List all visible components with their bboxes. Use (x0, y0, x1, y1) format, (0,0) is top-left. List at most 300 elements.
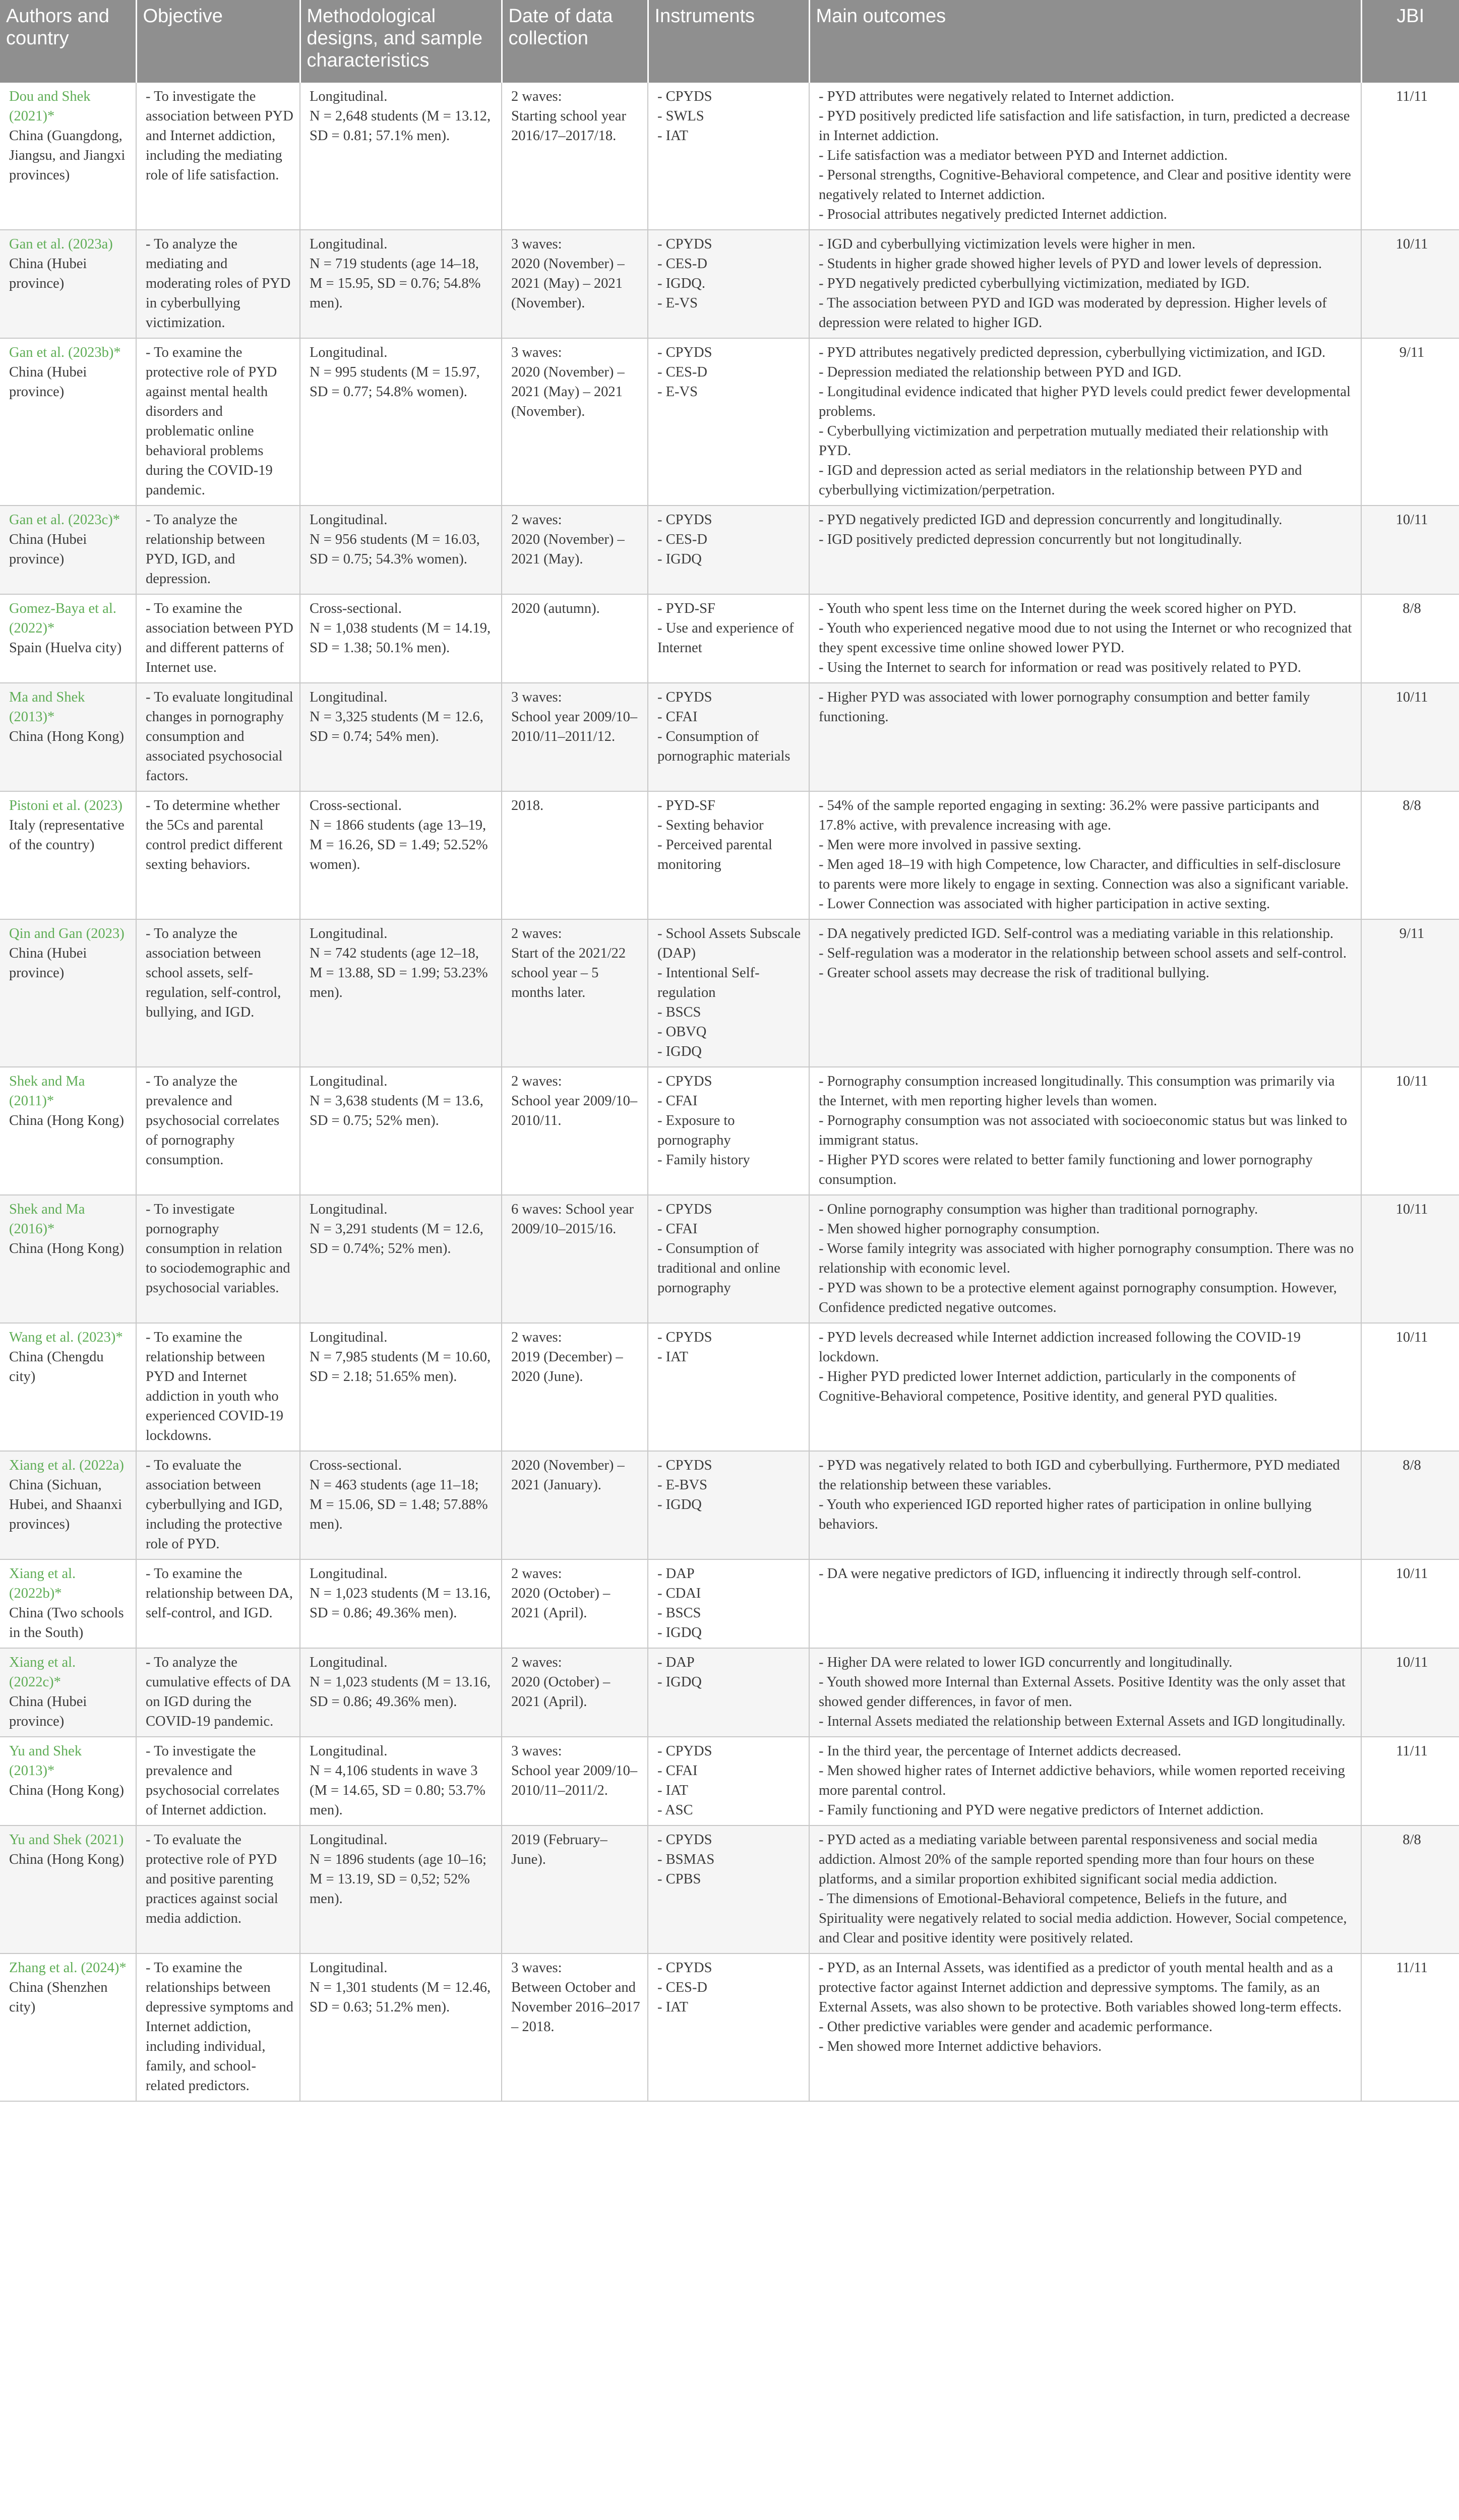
cell-date (502, 1195, 648, 1323)
instrument-item: - CPYDS (657, 1202, 712, 1217)
cell-jbi: 10/11 (1361, 506, 1459, 594)
cell-instruments (648, 1648, 809, 1737)
cell-date (502, 1451, 648, 1559)
design-line: Longitudinal. (310, 1960, 388, 1976)
date-line: 6 waves: School year 2009/10–2015/16. (511, 1202, 634, 1237)
cell-design (300, 83, 502, 230)
instrument-item: - Consumption of pornographic materials (657, 729, 791, 764)
date-line: 2020 (October) – 2021 (April). (511, 1674, 611, 1710)
design-line: Longitudinal. (310, 89, 388, 104)
cell-instruments (648, 1825, 809, 1954)
country-text: China (Hong Kong) (9, 1852, 124, 1867)
date-line: 2019 (December) – 2020 (June). (511, 1349, 623, 1384)
cell-jbi: 11/11 (1361, 1954, 1459, 2101)
cell-instruments (648, 1067, 809, 1195)
instrument-item: - OBVQ (657, 1024, 707, 1040)
cell-objective: - To examine the relationship between DA, self-control, and IGD. (136, 1559, 300, 1648)
table-row (0, 1451, 1459, 1559)
instrument-item: - Family history (657, 1152, 750, 1168)
cell-instruments (648, 1559, 809, 1648)
cell-instruments (648, 594, 809, 683)
instrument-item: - IAT (657, 1349, 688, 1365)
instrument-item: - IGDQ (657, 1625, 702, 1641)
date-line: 2 waves: (511, 1074, 562, 1089)
instrument-item: - CPYDS (657, 689, 712, 705)
design-line: Longitudinal. (310, 1074, 388, 1089)
cell-authors (0, 594, 136, 683)
instrument-item: - Exposure to pornography (657, 1113, 735, 1148)
citation-link[interactable]: Gomez-Baya et al. (2022)* (9, 601, 116, 636)
cell-design (300, 338, 502, 506)
design-line: Longitudinal. (310, 1743, 388, 1759)
table-row (0, 230, 1459, 338)
table-row (0, 338, 1459, 506)
design-line: N = 719 students (age 14–18, M = 15.95, SD = 0.76; 54.8% men). (310, 256, 481, 311)
outcome-item: - Men showed more Internet addictive behaviors. (819, 2039, 1102, 2054)
citation-link[interactable]: Qin and Gan (2023) (9, 926, 125, 941)
outcome-item: - The association between PYD and IGD was moderated by depression. Higher levels of depression were related to higher IGD. (819, 295, 1327, 331)
cell-instruments (648, 791, 809, 919)
cell-objective: - To examine the relationships between depressive symptoms and Internet addiction, including individual, family, and school-related predictors. (136, 1954, 300, 2101)
cell-date (502, 919, 648, 1067)
citation-link[interactable]: Pistoni et al. (2023) (9, 798, 123, 813)
outcome-item: - Higher PYD was associated with lower pornography consumption and better family functioning. (819, 689, 1310, 725)
table-row (0, 506, 1459, 594)
cell-date (502, 594, 648, 683)
cell-authors (0, 683, 136, 791)
instrument-item: - IGDQ. (657, 276, 705, 291)
cell-objective: - To analyze the relationship between PYD, IGD, and depression. (136, 506, 300, 594)
cell-jbi: 10/11 (1361, 1648, 1459, 1737)
instrument-item: - CES-D (657, 256, 707, 272)
cell-jbi: 8/8 (1361, 1825, 1459, 1954)
country-text: China (Hong Kong) (9, 1113, 124, 1128)
outcome-item: - IGD positively predicted depression concurrently but not longitudinally. (819, 532, 1242, 547)
outcome-item: - Higher PYD predicted lower Internet addiction, particularly in the components of Cognitive-Behavioral competence, Positive identity, and general PYD qualities. (819, 1369, 1296, 1404)
outcome-item: - Youth who spent less time on the Internet during the week scored higher on PYD. (819, 601, 1297, 616)
cell-design (300, 1737, 502, 1825)
citation-link[interactable]: Gan et al. (2023a) (9, 236, 113, 252)
country-text: Spain (Huelva city) (9, 640, 122, 656)
country-text: China (Hubei province) (9, 1694, 87, 1729)
cell-date (502, 1954, 648, 2101)
date-line: 2 waves: (511, 1566, 562, 1582)
outcome-item: - Youth who experienced negative mood due to not using the Internet or who recognized that they spent excessive time online showed lower PYD. (819, 620, 1352, 656)
design-line: N = 1866 students (age 13–19, M = 16.26, SD = 1.49; 52.52% women). (310, 817, 488, 872)
date-line: 2020 (November) – 2021 (May) – 2021 (November). (511, 256, 625, 311)
cell-objective: - To investigate the association between PYD and Internet addiction, including the mediating role of life satisfaction. (136, 83, 300, 230)
design-line: N = 1,301 students (M = 12.46, SD = 0.63; 51.2% men). (310, 1980, 491, 2015)
table-body (0, 83, 1459, 2101)
cell-instruments (648, 338, 809, 506)
design-line: Longitudinal. (310, 1832, 388, 1848)
cell-outcomes (809, 1559, 1361, 1648)
design-line: Longitudinal. (310, 345, 388, 360)
date-line: 2020 (autumn). (511, 601, 600, 616)
design-line: N = 7,985 students (M = 10.60, SD = 2.18; 51.65% men). (310, 1349, 491, 1384)
instrument-item: - PYD-SF (657, 601, 715, 616)
cell-outcomes (809, 594, 1361, 683)
cell-outcomes (809, 338, 1361, 506)
cell-date (502, 83, 648, 230)
outcome-item: - PYD negatively predicted IGD and depression concurrently and longitudinally. (819, 512, 1283, 528)
country-text: China (Hubei province) (9, 946, 87, 981)
outcome-item: - Life satisfaction was a mediator between PYD and Internet addiction. (819, 148, 1228, 163)
instrument-item: - BSMAS (657, 1852, 715, 1867)
outcome-item: - In the third year, the percentage of Internet addicts decreased. (819, 1743, 1181, 1759)
date-line: School year 2009/10–2010/11–2011/12. (511, 709, 638, 744)
header-instruments: Instruments (648, 0, 809, 83)
cell-jbi: 10/11 (1361, 1323, 1459, 1451)
cell-instruments (648, 506, 809, 594)
cell-jbi: 9/11 (1361, 919, 1459, 1067)
instrument-item: - IAT (657, 1783, 688, 1798)
country-text: China (Shenzhen city) (9, 1980, 108, 2015)
country-text: China (Sichuan, Hubei, and Shaanxi provinces) (9, 1477, 122, 1532)
cell-objective: - To examine the association between PYD and different patterns of Internet use. (136, 594, 300, 683)
cell-date (502, 230, 648, 338)
cell-outcomes (809, 683, 1361, 791)
cell-date (502, 791, 648, 919)
country-text: China (Hubei province) (9, 364, 87, 400)
table-row (0, 1323, 1459, 1451)
instrument-item: - PYD-SF (657, 798, 715, 813)
date-line: 3 waves: (511, 236, 562, 252)
outcome-item: - Men aged 18–19 with high Competence, low Character, and difficulties in self-disclosure to parents were more likely to engage in sexting. Connection was also a significant variable. (819, 857, 1349, 892)
outcome-item: - Internal Assets mediated the relationship between External Assets and IGD longitudinally. (819, 1714, 1346, 1729)
outcome-item: - IGD and depression acted as serial mediators in the relationship between PYD and cyberbullying victimization/perpetration. (819, 463, 1302, 498)
header-design: Methodological designs, and sample characteristics (300, 0, 502, 83)
design-line: N = 3,291 students (M = 12.6, SD = 0.74%; 52% men). (310, 1221, 483, 1256)
instrument-item: - CFAI (657, 1763, 698, 1779)
instrument-item: - IGDQ (657, 551, 702, 567)
cell-authors (0, 1825, 136, 1954)
cell-jbi: 10/11 (1361, 683, 1459, 791)
instrument-item: - CES-D (657, 364, 707, 380)
instrument-item: - CPYDS (657, 1743, 712, 1759)
outcome-item: - Youth who experienced IGD reported higher rates of participation in online bullying behaviors. (819, 1497, 1312, 1532)
instrument-item: - BSCS (657, 1605, 701, 1621)
cell-authors (0, 230, 136, 338)
cell-objective: - To examine the protective role of PYD against mental health disorders and problematic online behavioral problems during the COVID-19 pandemic. (136, 338, 300, 506)
cell-jbi: 10/11 (1361, 1067, 1459, 1195)
date-line: 2020 (October) – 2021 (April). (511, 1586, 611, 1621)
cell-authors (0, 1954, 136, 2101)
cell-authors (0, 1067, 136, 1195)
cell-objective: - To evaluate the protective role of PYD and positive parenting practices against social media addiction. (136, 1825, 300, 1954)
cell-instruments (648, 1195, 809, 1323)
instrument-item: - BSCS (657, 1004, 701, 1020)
cell-outcomes (809, 1451, 1361, 1559)
design-line: Longitudinal. (310, 1655, 388, 1670)
outcome-item: - Greater school assets may decrease the risk of traditional bullying. (819, 965, 1209, 981)
outcome-item: - Youth showed more Internal than External Assets. Positive Identity was the only asset that showed gender differences, in favor of men. (819, 1674, 1346, 1710)
citation-link[interactable]: Yu and Shek (2021) (9, 1832, 124, 1848)
design-line: Longitudinal. (310, 1330, 388, 1345)
cell-date (502, 683, 648, 791)
design-line: N = 1,038 students (M = 14.19, SD = 1.38; 50.1% men). (310, 620, 491, 656)
cell-instruments (648, 1323, 809, 1451)
design-line: N = 1,023 students (M = 13.16, SD = 0.86; 49.36% men). (310, 1586, 491, 1621)
cell-outcomes (809, 1323, 1361, 1451)
design-line: Longitudinal. (310, 1566, 388, 1582)
cell-design (300, 1559, 502, 1648)
outcome-item: - Cyberbullying victimization and perpetration mutually mediated their relationship with PYD. (819, 423, 1328, 459)
country-text: China (Hong Kong) (9, 729, 124, 744)
country-text: China (Hong Kong) (9, 1783, 124, 1798)
outcome-item: - Higher PYD scores were related to better family functioning and lower pornography consumption. (819, 1152, 1313, 1187)
cell-authors (0, 83, 136, 230)
table-row (0, 1737, 1459, 1825)
instrument-item: - CPYDS (657, 512, 712, 528)
cell-outcomes (809, 506, 1361, 594)
instrument-item: - IAT (657, 128, 688, 144)
cell-objective: - To analyze the association between school assets, self-regulation, self-control, bullying, and IGD. (136, 919, 300, 1067)
table-row (0, 1648, 1459, 1737)
instrument-item: - Intentional Self-regulation (657, 965, 760, 1000)
table-row (0, 1559, 1459, 1648)
citation-link[interactable]: Ma and Shek (2013)* (9, 689, 85, 725)
date-line: 2020 (November) – 2021 (May) – 2021 (November). (511, 364, 625, 419)
outcome-item: - PYD was shown to be a protective element against pornography consumption. However, Confidence predicted negative outcomes. (819, 1280, 1337, 1315)
design-line: Longitudinal. (310, 689, 388, 705)
instrument-item: - CFAI (657, 1221, 698, 1237)
outcome-item: - 54% of the sample reported engaging in sexting: 36.2% were passive participants and 17.8% active, with prevalence increasing with age. (819, 798, 1319, 833)
outcome-item: - DA were negative predictors of IGD, influencing it indirectly through self-control. (819, 1566, 1301, 1582)
cell-jbi: 11/11 (1361, 1737, 1459, 1825)
cell-authors (0, 1737, 136, 1825)
cell-jbi: 10/11 (1361, 1559, 1459, 1648)
outcome-item: - PYD positively predicted life satisfaction and life satisfaction, in turn, predicted a decrease in Internet addiction. (819, 108, 1350, 144)
instrument-item: - CPYDS (657, 89, 712, 104)
table-row (0, 1825, 1459, 1954)
instrument-item: - CDAI (657, 1586, 701, 1601)
table-row (0, 683, 1459, 791)
outcome-item: - Family functioning and PYD were negative predictors of Internet addiction. (819, 1802, 1264, 1818)
instrument-item: - E-BVS (657, 1477, 707, 1493)
outcome-item: - PYD attributes were negatively related to Internet addiction. (819, 89, 1175, 104)
citation-link[interactable]: Zhang et al. (2024)* (9, 1960, 127, 1976)
instrument-item: - CPYDS (657, 1832, 712, 1848)
outcome-item: - Self-regulation was a moderator in the relationship between school assets and self-control. (819, 946, 1347, 961)
design-line: Cross-sectional. (310, 601, 402, 616)
instrument-item: - Use and experience of Internet (657, 620, 794, 656)
instrument-item: - IGDQ (657, 1674, 702, 1690)
citation-link[interactable]: Xiang et al. (2022b)* (9, 1566, 76, 1601)
cell-design (300, 1323, 502, 1451)
outcome-item: - Online pornography consumption was higher than traditional pornography. (819, 1202, 1258, 1217)
design-line: N = 1,023 students (M = 13.16, SD = 0.86; 49.36% men). (310, 1674, 491, 1710)
cell-design (300, 919, 502, 1067)
instrument-item: - IAT (657, 1999, 688, 2015)
cell-instruments (648, 683, 809, 791)
design-line: Longitudinal. (310, 236, 388, 252)
instrument-item: - CPYDS (657, 1074, 712, 1089)
cell-authors (0, 1323, 136, 1451)
cell-date (502, 1559, 648, 1648)
cell-design (300, 1451, 502, 1559)
header-date: Date of data collection (502, 0, 648, 83)
citation-link[interactable]: Wang et al. (2023)* (9, 1330, 123, 1345)
citation-link[interactable]: Gan et al. (2023b)* (9, 345, 121, 360)
instrument-item: - CES-D (657, 1980, 707, 1995)
instrument-item: - IGDQ (657, 1044, 702, 1059)
cell-jbi: 8/8 (1361, 1451, 1459, 1559)
outcome-item: - PYD, as an Internal Assets, was identified as a predictor of youth mental health and as a protective factor against Internet addiction and depressive symptoms. The family, as an External Assets, was also shown to be protective. Both variables showed long-term effects. (819, 1960, 1342, 2015)
design-line: N = 1896 students (age 10–16; M = 13.19, SD = 0,52; 52% men). (310, 1852, 487, 1907)
cell-objective: - To analyze the prevalence and psychosocial correlates of pornography consumption. (136, 1067, 300, 1195)
outcome-item: - PYD levels decreased while Internet addiction increased following the COVID-19 lockdown. (819, 1330, 1301, 1365)
cell-outcomes (809, 1825, 1361, 1954)
table-row (0, 1954, 1459, 2101)
outcome-item: - Using the Internet to search for information or read was positively related to PYD. (819, 660, 1301, 675)
country-text: China (Chengdu city) (9, 1349, 104, 1384)
table-row (0, 83, 1459, 230)
outcome-item: - Students in higher grade showed higher levels of PYD and lower levels of depression. (819, 256, 1322, 272)
instrument-item: - CPYDS (657, 345, 712, 360)
outcome-item: - PYD was negatively related to both IGD and cyberbullying. Furthermore, PYD mediated the relationship between these variables. (819, 1458, 1340, 1493)
outcome-item: - Pornography consumption increased longitudinally. This consumption was primarily via the Internet, with men reporting higher levels than women. (819, 1074, 1335, 1109)
cell-outcomes (809, 230, 1361, 338)
table-row (0, 594, 1459, 683)
country-text: China (Hubei province) (9, 256, 87, 291)
cell-authors (0, 1195, 136, 1323)
outcome-item: - Prosocial attributes negatively predicted Internet addiction. (819, 207, 1167, 222)
cell-authors (0, 1451, 136, 1559)
header-outcomes: Main outcomes (809, 0, 1361, 83)
cell-authors (0, 1648, 136, 1737)
design-line: Cross-sectional. (310, 1458, 402, 1473)
design-line: Cross-sectional. (310, 798, 402, 813)
instrument-item: - IGDQ (657, 1497, 702, 1513)
outcome-item: - PYD acted as a mediating variable between parental responsiveness and social media addiction. Almost 20% of the sample reported spending more than four hours on these platforms, and a similar proportion exhibited significant social media addiction. (819, 1832, 1318, 1887)
cell-objective: - To examine the relationship between PYD and Internet addiction in youth who experienced COVID-19 lockdowns. (136, 1323, 300, 1451)
instrument-item: - CPYDS (657, 1458, 712, 1473)
instrument-item: - Perceived parental monitoring (657, 837, 772, 872)
design-line: N = 742 students (age 12–18, M = 13.88, SD = 1.99; 53.23% men). (310, 946, 488, 1000)
date-line: 2020 (November) – 2021 (May). (511, 532, 625, 567)
cell-date (502, 1067, 648, 1195)
date-line: 2 waves: (511, 1330, 562, 1345)
cell-instruments (648, 83, 809, 230)
instrument-item: - E-VS (657, 384, 698, 400)
cell-instruments (648, 1737, 809, 1825)
cell-jbi: 9/11 (1361, 338, 1459, 506)
date-line: School year 2009/10–2010/11–2011/2. (511, 1763, 638, 1798)
outcome-item: - DA negatively predicted IGD. Self-control was a mediating variable in this relationship. (819, 926, 1333, 941)
citation-link[interactable]: Dou and Shek (2021)* (9, 89, 91, 124)
instrument-item: - Consumption of traditional and online pornography (657, 1241, 780, 1296)
cell-authors (0, 338, 136, 506)
cell-date (502, 506, 648, 594)
cell-design (300, 1195, 502, 1323)
table-header (0, 0, 1459, 83)
table-row (0, 791, 1459, 919)
cell-design (300, 1825, 502, 1954)
outcome-item: - Men were more involved in passive sexting. (819, 837, 1081, 853)
cell-objective: - To analyze the cumulative effects of DA on IGD during the COVID-19 pandemic. (136, 1648, 300, 1737)
country-text: Italy (representative of the country) (9, 817, 125, 853)
outcome-item: - Longitudinal evidence indicated that higher PYD levels could predict fewer developmental problems. (819, 384, 1351, 419)
outcome-item: - Pornography consumption was not associated with socioeconomic status but was linked to immigrant status. (819, 1113, 1348, 1148)
instrument-item: - DAP (657, 1566, 695, 1582)
date-line: Start of the 2021/22 school year – 5 months later. (511, 946, 626, 1000)
citation-link[interactable]: Xiang et al. (2022c)* (9, 1655, 76, 1690)
citation-link[interactable]: Gan et al. (2023c)* (9, 512, 120, 528)
cell-design (300, 1648, 502, 1737)
cell-outcomes (809, 1195, 1361, 1323)
cell-objective: - To investigate the prevalence and psychosocial correlates of Internet addiction. (136, 1737, 300, 1825)
instrument-item: - SWLS (657, 108, 704, 124)
cell-authors (0, 1559, 136, 1648)
country-text: China (Hong Kong) (9, 1241, 124, 1256)
date-line: 3 waves: (511, 345, 562, 360)
cell-outcomes (809, 1954, 1361, 2101)
cell-authors (0, 919, 136, 1067)
instrument-item: - CES-D (657, 532, 707, 547)
cell-outcomes (809, 791, 1361, 919)
instrument-item: - School Assets Subscale (DAP) (657, 926, 801, 961)
instrument-item: - CPBS (657, 1871, 701, 1887)
header-authors: Authors and country (0, 0, 136, 83)
outcome-item: - PYD negatively predicted cyberbullying victimization, mediated by IGD. (819, 276, 1250, 291)
cell-objective: - To investigate pornography consumption in relation to sociodemographic and psychosocial variables. (136, 1195, 300, 1323)
design-line: N = 2,648 students (M = 13.12, SD = 0.81; 57.1% men). (310, 108, 491, 144)
outcome-item: - Other predictive variables were gender and academic performance. (819, 2019, 1212, 2035)
outcome-item: - Men showed higher rates of Internet addictive behaviors, while women reported receiving more parental control. (819, 1763, 1345, 1798)
cell-date (502, 1648, 648, 1737)
date-line: 2 waves: (511, 512, 562, 528)
design-line: Longitudinal. (310, 512, 388, 528)
cell-instruments (648, 1954, 809, 2101)
outcome-item: - The dimensions of Emotional-Behavioral competence, Beliefs in the future, and Spirituality were negatively related to social media addiction. However, Social competence, and Clear and positive identity were positively related. (819, 1891, 1347, 1946)
citation-link[interactable]: Shek and Ma (2011)* (9, 1074, 85, 1109)
design-line: N = 4,106 students in wave 3 (M = 14.65, SD = 0.80; 53.7% men). (310, 1763, 485, 1818)
cell-objective: - To evaluate longitudinal changes in pornography consumption and associated psychosocial factors. (136, 683, 300, 791)
cell-jbi: 11/11 (1361, 83, 1459, 230)
instrument-item: - ASC (657, 1802, 693, 1818)
instrument-item: - CPYDS (657, 1960, 712, 1976)
cell-outcomes (809, 919, 1361, 1067)
cell-date (502, 1737, 648, 1825)
table-row (0, 919, 1459, 1067)
table-row (0, 1067, 1459, 1195)
instrument-item: - CPYDS (657, 1330, 712, 1345)
instrument-item: - DAP (657, 1655, 695, 1670)
citation-link[interactable]: Shek and Ma (2016)* (9, 1202, 85, 1237)
country-text: China (Two schools in the South) (9, 1605, 124, 1641)
citation-link[interactable]: Xiang et al. (2022a) (9, 1458, 124, 1473)
date-line: 2 waves: (511, 1655, 562, 1670)
date-line: Starting school year 2016/17–2017/18. (511, 108, 626, 144)
country-text: China (Hubei province) (9, 532, 87, 567)
date-line: Between October and November 2016–2017 – 2018. (511, 1980, 640, 2035)
date-line: 2019 (February–June). (511, 1832, 607, 1867)
outcome-item: - IGD and cyberbullying victimization levels were higher in men. (819, 236, 1196, 252)
date-line: 3 waves: (511, 1960, 562, 1976)
date-line: 2018. (511, 798, 544, 813)
table-row (0, 1195, 1459, 1323)
cell-design (300, 506, 502, 594)
design-line: N = 3,638 students (M = 13.6, SD = 0.75; 52% men). (310, 1093, 483, 1128)
citation-link[interactable]: Yu and Shek (2013)* (9, 1743, 82, 1779)
cell-design (300, 683, 502, 791)
design-line: Longitudinal. (310, 1202, 388, 1217)
cell-outcomes (809, 1067, 1361, 1195)
cell-jbi: 10/11 (1361, 1195, 1459, 1323)
cell-design (300, 230, 502, 338)
country-text: China (Guangdong, Jiangsu, and Jiangxi provinces) (9, 128, 126, 183)
